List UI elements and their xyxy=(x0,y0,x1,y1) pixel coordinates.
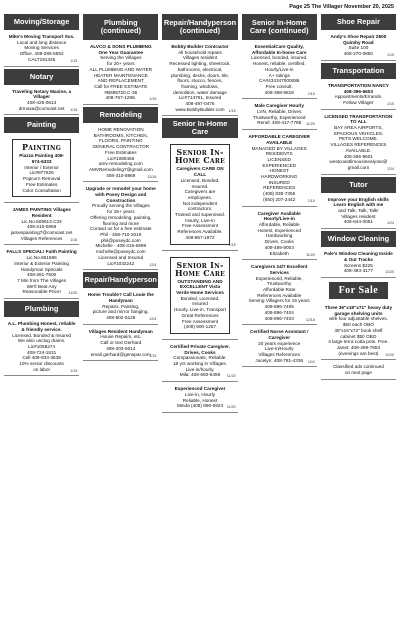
ad-line: Appointments/Errands. xyxy=(334,94,383,100)
ad-line: westcoastlimousinearjose@ xyxy=(329,159,388,165)
ad-box xyxy=(12,139,71,197)
section-senior-care: Senior In-Home Care xyxy=(162,118,237,138)
ad-line: Not independent contractors. xyxy=(182,200,218,212)
ad-line: michelle@poseydc.com xyxy=(96,249,146,255)
ad-line: Lic#1058274 xyxy=(28,343,56,349)
ad-line: Contact us for a free estimate xyxy=(90,226,152,232)
ad-title: TRANSPORTATION NANCY 408-396-6603 xyxy=(327,82,389,94)
ad-line: 408-896-7404 xyxy=(264,309,294,315)
ad-line: Affordable, Reliable xyxy=(258,221,300,227)
ad-pales-window xyxy=(321,249,396,278)
ad-line: 408-270-0850 xyxy=(343,51,374,57)
ad-line: 10% senior discounts xyxy=(19,361,64,367)
ad-line: jamespainting7@comcast.net xyxy=(10,230,73,236)
ad-line: PETS WELCOME. xyxy=(338,136,378,142)
ad-title: Villages Resident Handyman xyxy=(88,328,153,334)
ad-line: on next page xyxy=(344,370,372,376)
ad-line: Live-in/hourly. xyxy=(185,366,215,372)
ad-run-code: 1/15 xyxy=(70,58,78,63)
ad-line: Trustworthy xyxy=(267,281,292,287)
ad-line: Offering remodeling, painting, xyxy=(90,214,152,220)
ad-line: 408-281-7500 xyxy=(27,272,57,278)
ad-line: flooring and more xyxy=(102,220,140,226)
ad-louie-handyman xyxy=(83,290,158,325)
ad-title: Traveling Notary Maxine, a Villager xyxy=(12,88,72,100)
ad-title: Male Caregiver Hourly xyxy=(254,103,304,109)
ad-line: 408-802-6126 xyxy=(106,315,136,321)
ad-run-code: 1/15 xyxy=(70,237,78,242)
ad-run-code: 11/20 xyxy=(68,291,78,296)
ad-line: Hourly, Live-in xyxy=(185,217,215,223)
ad-run-code: 1/15 xyxy=(70,368,78,373)
ad-run-code: 11/20 xyxy=(306,252,315,257)
ad-faith-painting xyxy=(4,247,79,299)
ad-line: Caregivers are employees. xyxy=(184,189,216,200)
ad-licensed-transportation xyxy=(321,112,396,175)
ad-line: Color Consultation xyxy=(22,187,61,193)
ad-title: Certified Nurse Assistant / Caregiver xyxy=(249,329,309,340)
ad-line: Hourly/Live-in xyxy=(264,66,294,72)
ad-box-title: Painting xyxy=(21,142,62,153)
ad-run-code: 12/4 xyxy=(149,262,157,267)
ad-amv-remodeling xyxy=(83,125,158,182)
ad-line: 408-368-9818 xyxy=(264,89,294,95)
ad-line: Elizabeth xyxy=(269,250,289,256)
ad-line: Lic#1032242 xyxy=(107,260,135,266)
ad-line: plumbing, decks, doors, tile, xyxy=(170,72,230,78)
ad-line: We also unclog drains. xyxy=(17,338,66,344)
ad-line: Recessed lighting, sheetrock, xyxy=(169,61,231,67)
section-plumbing-continued: Plumbing (continued) xyxy=(83,14,158,40)
ad-line: Classified ads continued xyxy=(333,364,384,370)
ad-al-plumbing xyxy=(4,319,79,376)
ad-line: Janet: 408-499-7853 xyxy=(336,344,381,350)
ad-line: Popcorn Removal xyxy=(22,176,61,182)
ad-line: Villages References xyxy=(20,235,63,241)
ad-line: 408-489-9003 xyxy=(264,244,294,250)
ad-line: BATHROOMS, KITCHEN, xyxy=(93,132,148,138)
ad-run-code: 11/20 xyxy=(226,405,236,410)
ad-line: (408) 835-7355 xyxy=(263,191,296,197)
ad-line: EXPERIENCED xyxy=(262,162,297,168)
ad-line: We'll Beat Any xyxy=(26,283,57,289)
section-transportation: Transportation xyxy=(321,63,396,79)
ad-line: 38"x15"x72" book shelf xyxy=(334,327,383,333)
ad-line: framing, windows, xyxy=(181,83,219,89)
ad-line: Licensed, Bonded & Insured xyxy=(12,332,72,338)
ad-line: GENERAL CONTRACTOR xyxy=(92,144,150,150)
ad-line: Michelle - 408-315-6998 xyxy=(95,243,147,249)
ad-line: amv-remodeling.com xyxy=(98,161,143,167)
ad-line: 408-425-0614 xyxy=(27,99,57,105)
column-2 xyxy=(83,14,158,616)
ad-line: Mila: 408-660-6459 xyxy=(179,372,221,378)
ad-run-code: 12/4 xyxy=(307,359,315,364)
ad-line: 20 years experience xyxy=(258,340,301,346)
ad-line: Jocelyn: 408-781-4336 xyxy=(255,357,304,363)
ad-run-code: 11/20 xyxy=(385,352,395,357)
ad-run-code: 1/15 xyxy=(387,53,395,58)
column-1 xyxy=(4,14,79,616)
ad-line: Trustworthy, Experienced xyxy=(252,114,306,120)
ad-box-title: Senior In-Home Care xyxy=(174,147,226,166)
ad-title: ALVCO & SONS PLUMBING One Year Guarantee xyxy=(89,44,152,55)
ad-title: Certified Private Caregiver. Drives, Cooks xyxy=(170,343,230,355)
ad-english-tutor xyxy=(321,195,396,230)
ad-title: OUTSTANDING AND EXCELLENT Vista Verde Home Services xyxy=(176,278,224,295)
ad-nancy-transportation xyxy=(321,81,396,110)
ad-line: AND REPLACEMENT xyxy=(97,78,144,84)
ad-continued-note xyxy=(321,362,396,379)
ad-line: Reasonable Price! xyxy=(22,289,61,295)
ad-line: 408-767-1298. xyxy=(105,95,137,101)
ad-line: Reliable, Honest xyxy=(182,397,218,403)
ad-line: (evenings are best) xyxy=(338,350,379,356)
section-plumbing: Plumbing xyxy=(4,301,79,317)
for-sale-banner: For Sale xyxy=(329,282,388,299)
ad-line: AMVRemodeling7@gmail.com xyxy=(88,166,153,172)
ad-line: Hardworking xyxy=(266,233,293,239)
ad-line: Lic#877626 xyxy=(29,170,54,176)
ad-line: phil@poseydc.com xyxy=(100,237,141,243)
ad-vista-verde xyxy=(162,253,237,340)
ad-run-code: 11/20 xyxy=(306,122,315,127)
ad-line: Local and long distance xyxy=(16,39,67,45)
ad-run-code: 1/15 xyxy=(307,198,315,203)
ad-line: Serving Villagers for 15 years xyxy=(248,298,310,304)
ad-box xyxy=(170,257,229,334)
ad-line: 408-497-0476 xyxy=(185,101,215,107)
ad-line: Lic.No.509613.C33 xyxy=(21,218,62,224)
ad-line: Office. 408-286-5552 xyxy=(19,51,64,57)
ad-run-code: 1/15 xyxy=(228,242,236,247)
ad-line: Free Assessment xyxy=(181,318,219,324)
ad-line: FLOORS, PAINTING xyxy=(98,138,143,144)
ad-garage-shelving xyxy=(321,303,396,360)
ad-line: for 20+ years xyxy=(107,61,135,67)
ad-title: Experienced Caregiver xyxy=(174,386,226,392)
ad-line: Call for FREE ESTIMATE xyxy=(94,83,148,89)
ad-piazza-painting xyxy=(4,135,79,203)
section-remodeling: Remodeling xyxy=(83,107,158,123)
ad-andys-shoe-repair xyxy=(321,32,396,61)
ad-traveling-notary xyxy=(4,87,79,116)
ad-title: Caregivers CARE ON CALL xyxy=(176,166,224,178)
ad-line: 408-310-8969 xyxy=(106,172,136,178)
ad-title: EssentialCare Quality, Affordable In-home Care xyxy=(251,44,307,55)
ad-line: 408-644-0051 xyxy=(343,219,374,225)
ad-line: ALL PLUMBING AND WATER xyxy=(89,66,153,72)
ad-run-code: 12/4 xyxy=(387,221,395,226)
ad-line: on labor xyxy=(33,366,51,372)
ad-line: Interior & Exterior Painting xyxy=(14,260,69,266)
ad-villages-handyman xyxy=(83,327,158,362)
ad-title: Three 36"x18"x71" heavy duty garage shelving units xyxy=(324,304,393,316)
ad-run-code: 1/15 xyxy=(307,91,315,96)
ad-line: MANAGED BY VILLAGES xyxy=(251,145,307,151)
ad-line: 408-203-6014 xyxy=(106,345,136,351)
section-painting: Painting xyxy=(4,117,79,133)
ad-essential-care xyxy=(242,42,317,99)
ad-line: VILLAGES REFERENCES xyxy=(330,142,387,148)
ad-run-code: 11/20 xyxy=(226,374,236,379)
ad-run-code: 12/18 xyxy=(147,174,157,179)
ad-line: Fellow Villager xyxy=(343,99,374,105)
page-header: Page 25 The Villager November 20, 2025 xyxy=(289,4,394,10)
ad-line: picture and mirror hanging. xyxy=(92,309,149,315)
ad-box xyxy=(170,144,229,244)
ad-line: Serving the Villages xyxy=(100,55,142,61)
ad-line: LICENSED xyxy=(267,156,291,162)
ad-line: Free Estimates xyxy=(105,149,137,155)
ad-line: for 25+ years xyxy=(107,209,135,215)
ad-run-code: 11/20 xyxy=(385,270,395,275)
ad-title: Andy's Shoe Repair 2800 Quimby Road xyxy=(330,34,387,45)
ad-run-code: 1/15 xyxy=(228,108,236,113)
ad-title: Home Trouble? Call Louie the Handyman xyxy=(87,292,154,303)
ad-line: Phil - 408-710-2019 xyxy=(100,231,142,237)
ad-line: 408-255-9601 xyxy=(343,153,374,159)
ad-title: Upgrade or remodel your home with Posey Design and Construction xyxy=(85,186,156,203)
ad-line: with four adjustable shelves. xyxy=(328,316,388,322)
ad-line: HOME RENOVATION xyxy=(97,127,144,133)
ad-run-code: 1/15 xyxy=(149,353,157,358)
ad-line: RESIDENTS xyxy=(265,151,293,157)
ad-line: REFERENCES xyxy=(263,185,296,191)
ad-run-code: 12/18 xyxy=(305,317,315,322)
section-notary: Notary xyxy=(4,69,79,85)
ad-line: Free consult. xyxy=(265,83,293,89)
ad-title: AFFORDABLE CAREGIVER AVAILABLE xyxy=(248,134,310,145)
ad-line: CALT191326 xyxy=(27,56,56,62)
ad-line: and Talk, Talk, Talk! xyxy=(338,208,379,214)
ad-caregivers-247 xyxy=(242,262,317,325)
ad-run-code: 1/15 xyxy=(387,101,395,106)
classifieds-page xyxy=(4,14,396,616)
ad-line: Screens $225 xyxy=(343,262,373,268)
ad-line: Licensed, Bonded, Insured. xyxy=(180,177,220,189)
ad-private-caregiver xyxy=(162,342,237,382)
ad-line: Lic#714761, Insured xyxy=(178,95,222,101)
ad-line: CA#434347000086 xyxy=(259,78,300,84)
ad-title: JAMES PAINTING Villages Resident xyxy=(12,207,71,218)
ad-line: Renel: 408-417-7788 xyxy=(257,120,302,126)
ad-bobby-builder xyxy=(162,42,237,116)
section-tutor: Tutor xyxy=(321,177,396,193)
ad-title: Piazza Painting 408-674-6333 xyxy=(19,153,64,165)
ad-line: 7 Min from The Villages xyxy=(17,277,67,283)
ad-line: A+ ratings xyxy=(268,72,290,78)
ad-title: Caregiver Available Hourly/Live-in xyxy=(257,210,301,222)
ad-line: Repairs, Painting, xyxy=(102,303,140,309)
ad-line: HARDWORKING xyxy=(261,174,298,180)
ad-line: Honest, Experienced xyxy=(257,227,301,233)
ad-line: Bonded, Licensed, Insured xyxy=(180,295,220,307)
ad-line: Villages resident xyxy=(341,213,376,219)
ad-line: Affordable Rate xyxy=(262,287,296,293)
ad-line: Suite 100 xyxy=(348,45,369,51)
section-repair-handyperson: Repair/Handyperson xyxy=(83,272,158,288)
ad-line: Handyman Specials xyxy=(20,266,63,272)
section-shoe-repair: Shoe Repair xyxy=(321,14,396,30)
column-4 xyxy=(242,14,317,616)
ad-caregiver-available xyxy=(242,209,317,261)
ad-line: Free Estimates xyxy=(25,181,58,187)
ad-line: 4 large terra cotta pots. Free. xyxy=(328,339,389,345)
column-3 xyxy=(162,14,237,616)
ad-title: A.L. Plumbing Honest, reliable & friendly service. xyxy=(7,321,76,332)
ad-line: gmail.com xyxy=(347,164,370,170)
ad-line: 408-724-1531 xyxy=(27,349,57,355)
ad-line: bathrooms, electrical, xyxy=(177,66,223,72)
ad-line: #B585720,C-36 xyxy=(104,89,138,95)
section-repair-continued: Repair/Handyperson (continued) xyxy=(162,14,237,40)
ad-line: Free Assessment xyxy=(181,223,219,229)
ad-line: 408-857-1872 xyxy=(185,234,215,240)
ad-line: (650) 207-2442 xyxy=(263,196,296,202)
ad-line: www.BobbyBuilder.com xyxy=(175,106,225,112)
ad-line: cabinet $50 OBO xyxy=(340,333,377,339)
ad-line: Call or text Gerhard xyxy=(100,340,142,346)
ad-line: Lic.No.651686 xyxy=(26,255,57,261)
ad-line: All household repairs xyxy=(178,49,222,55)
ad-line: HEATER MAINTENANCE xyxy=(93,72,148,78)
ad-title: Mike's Moving Transport Svs. xyxy=(8,34,75,39)
ad-title: Caregivers 24/7 Excellent Services xyxy=(250,264,308,275)
ad-title: FALLS SPECIAL! Faith Painting xyxy=(6,249,77,255)
ad-alvco-plumbing xyxy=(83,42,158,105)
ad-line: 408-210-0859 xyxy=(27,224,57,230)
ad-line: Hourly, Live-in, Transport xyxy=(174,307,227,313)
ad-line: Live-in, Hourly xyxy=(185,391,215,397)
ad-line: Honest, reliable, certified. xyxy=(252,61,306,67)
section-window-cleaning: Window Cleaning xyxy=(321,231,396,247)
ad-line: Interior / Exterior xyxy=(24,164,59,170)
ad-line: 408-393-3177 xyxy=(343,268,374,274)
ad-title: Pale's Window Cleaning Inside & Out Tracks xyxy=(324,251,393,262)
ad-title: Improve your English skills Learn English with me xyxy=(327,196,389,208)
ad-nurse-assistant xyxy=(242,327,317,367)
ad-line: INSURED xyxy=(268,179,290,185)
ad-line: Trained and supervised. xyxy=(174,212,226,218)
ad-line: Drives, Cooks xyxy=(264,239,294,245)
ad-line: Villages References xyxy=(258,352,301,358)
ad-line: $50 each OBO xyxy=(342,322,374,328)
ad-title: LICENSED TRANSPORTATION TO ALL xyxy=(324,113,393,125)
ad-line: email gerhard@gerwpar.com xyxy=(90,351,151,357)
ad-run-code: 1/15 xyxy=(70,107,78,112)
ad-james-painting xyxy=(4,205,79,245)
ad-line: Moving Services xyxy=(24,45,59,51)
ad-line: Proudly serving the Villages xyxy=(91,203,150,209)
ad-male-caregiver xyxy=(242,101,317,130)
ad-line: Licensed and Insured xyxy=(98,254,144,260)
ad-posey-design xyxy=(83,184,158,270)
ad-run-code: 12/4 xyxy=(149,317,157,322)
ad-line: Villages resident xyxy=(182,55,218,61)
ad-line: AVAILABLE. xyxy=(345,147,372,153)
ad-run-code: 1/15 xyxy=(149,97,157,102)
ad-experienced-caregiver xyxy=(162,384,237,413)
ad-line: Cell 408-833-3638 xyxy=(22,355,61,361)
ad-care-on-call xyxy=(162,140,237,250)
ad-run-code: 12/4 xyxy=(387,166,395,171)
ad-line: floors, stucco, fences, xyxy=(177,78,223,84)
ad-line: Compassionate, Reliable. xyxy=(173,355,227,361)
ad-line: Licensed, bonded, insured. xyxy=(251,55,308,61)
section-moving-storage: Moving/Storage xyxy=(4,14,79,30)
ad-line: SPACIOUS VEHICLES. xyxy=(333,130,384,136)
ad-line: 408-896-7403 xyxy=(264,315,294,321)
ad-box-title: Senior In-Home Care xyxy=(174,259,226,278)
ad-line: References Available. xyxy=(177,229,223,235)
ad-line: Minda (408) 890-6923 xyxy=(176,403,224,409)
ad-line: Great References xyxy=(181,312,219,318)
ad-line: (408) 600-1257 xyxy=(183,324,217,330)
ad-line: Lic#1080465 xyxy=(107,155,135,161)
ad-title: Bobby Builder Contractor xyxy=(171,44,229,49)
section-senior-care-continued: Senior In-Home Care (continued) xyxy=(242,14,317,40)
ad-line: House Repairs, etc. xyxy=(100,334,142,340)
ad-line: 408-896-7405 xyxy=(264,304,294,310)
column-5 xyxy=(321,14,396,616)
ad-line: demolition, water damage xyxy=(173,89,227,95)
ad-line: LVN, Reliable, Drives xyxy=(257,109,302,115)
ad-line: Live-in/Hourly xyxy=(264,346,294,352)
ad-line: BAY AREA AIRPORTS, xyxy=(334,125,383,131)
ad-line: References Available xyxy=(257,292,302,298)
ad-mikes-moving xyxy=(4,32,79,67)
ad-line: Experienced, Reliable, xyxy=(255,275,303,281)
ad-line: HONEST xyxy=(269,168,289,174)
ad-line: drmaxa@comcast.net xyxy=(18,105,65,111)
ad-line: 18 yrs working in Villages. xyxy=(172,361,228,367)
ad-affordable-caregiver xyxy=(242,132,317,206)
